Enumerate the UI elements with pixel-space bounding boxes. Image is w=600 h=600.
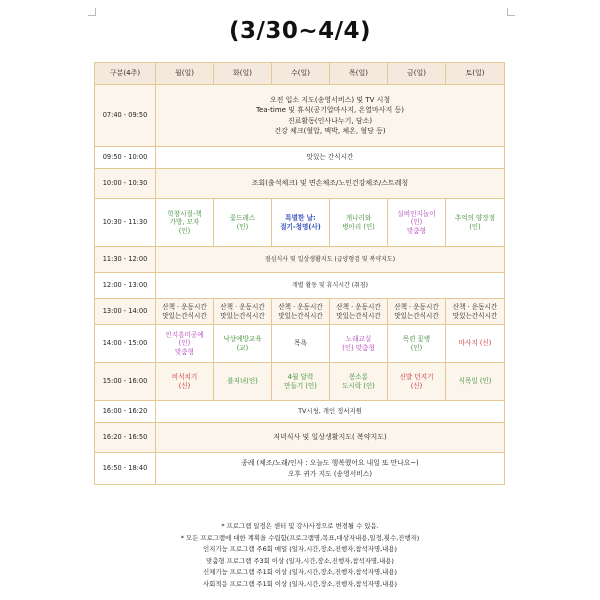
time-slot: 10:30 - 11:30 bbox=[95, 199, 156, 247]
exercise-label: 산책 · 운동시간 bbox=[162, 302, 207, 311]
note-line: * 프로그램 일정은 센터 및 강사사정으로 변경될 수 있음. bbox=[221, 522, 379, 530]
program-sat: 추억의 양장점 (인) bbox=[446, 199, 505, 247]
table-row bbox=[95, 423, 505, 453]
program-fri: 실버인지놀이 (인) 맞춤형 bbox=[388, 199, 446, 247]
time-slot: 11:30 - 12:00 bbox=[95, 247, 156, 273]
program-fri: 신발 던지기 (신) bbox=[388, 363, 446, 401]
header-category: 구분(4주) bbox=[95, 63, 156, 85]
program-sat: 마사지 (신) bbox=[446, 325, 505, 363]
time-slot: 10:00 - 10:30 bbox=[95, 169, 156, 199]
exercise-snack-sat bbox=[446, 299, 505, 325]
time-slot: 14:00 - 15:00 bbox=[95, 325, 156, 363]
program-mon: 비석치기 (신) bbox=[156, 363, 214, 401]
table-header-row bbox=[95, 63, 505, 85]
exercise-snack-wed bbox=[272, 299, 330, 325]
exercise-snack-mon bbox=[156, 299, 214, 325]
time-slot: 12:00 - 13:00 bbox=[95, 273, 156, 299]
exercise-label: 산책 · 운동시간 bbox=[394, 302, 439, 311]
morning-line: 건강 체크(혈압, 맥박, 체온, 혈당 등) bbox=[274, 126, 386, 135]
program-tue: 볼저녀(인) bbox=[214, 363, 272, 401]
row-activity: 개별 활동 및 휴식시간 (취침) bbox=[156, 273, 505, 299]
note-line: 인지기능 프로그램 주6회 매일 (일자,시간,장소,진행자,참석자명,내용) bbox=[202, 545, 397, 554]
exercise-snack-fri bbox=[388, 299, 446, 325]
program-thu: 노래교실 (인) 맞춤형 bbox=[330, 325, 388, 363]
exercise-snack-tue bbox=[214, 299, 272, 325]
time-slot: 16:20 - 16:50 bbox=[95, 423, 156, 453]
program-sat: 식목일 (인) bbox=[446, 363, 505, 401]
closing-line: 오후 귀가 지도 (송영서비스) bbox=[287, 469, 372, 478]
exercise-label: 산책 · 운동시간 bbox=[220, 302, 265, 311]
snack-label: 맛있는간식시간 bbox=[278, 311, 323, 320]
note-line: 맞춤형 프로그램 주3회 이상 (일자,시간,장소,진행자,참석자명,내용) bbox=[206, 556, 394, 565]
note-line: * 모든 프로그램에 대한 계획을 수립함(프로그램명,목표,대상자내용,일정,횟수,진행자) bbox=[180, 533, 420, 542]
table-row bbox=[95, 273, 505, 299]
header-sat: 토(일) bbox=[446, 63, 505, 85]
program-thu: 개나리와 병아리 (인) bbox=[330, 199, 388, 247]
row-activity: 맛있는 간식시간 bbox=[156, 147, 505, 169]
closing-activities bbox=[156, 453, 505, 485]
table-row bbox=[95, 169, 505, 199]
program-wed: 4월 달력 만들기 (인) bbox=[272, 363, 330, 401]
program-wed: 특별한 날: 절기-청명(사) bbox=[272, 199, 330, 247]
program-fri: 목련 꽃병 (인) bbox=[388, 325, 446, 363]
snack-label: 맛있는간식시간 bbox=[336, 311, 381, 320]
program-mon: 인지흥미공예 (인) 맞춤형 bbox=[156, 325, 214, 363]
program-tue: 낙상예방교육 (교) bbox=[214, 325, 272, 363]
page-title: (3/30~4/4) bbox=[228, 18, 372, 44]
table-row bbox=[95, 199, 505, 247]
table-row bbox=[95, 363, 505, 401]
snack-label: 맛있는간식시간 bbox=[162, 311, 207, 320]
note-line: 사회적응 프로그램 주1회 이상 (일자,시간,장소,진행자,참석자명,내용) bbox=[202, 579, 397, 588]
table-row bbox=[95, 147, 505, 169]
program-tue: 꽃드래스 (인) bbox=[214, 199, 272, 247]
program-notes bbox=[0, 521, 600, 591]
exercise-snack-thu bbox=[330, 299, 388, 325]
weekly-schedule-table bbox=[94, 62, 505, 485]
header-fri: 금(일) bbox=[388, 63, 446, 85]
morning-line: 오전 입소 지도(송영서비스) 및 TV 시청 bbox=[269, 96, 391, 105]
table-row bbox=[95, 401, 505, 423]
table-row bbox=[95, 247, 505, 273]
row-activity: TV시청, 개인 정서지원 bbox=[156, 401, 505, 423]
program-wed: 목욕 bbox=[272, 325, 330, 363]
program-mon: 학창시절-책 가방, 모자 (인) bbox=[156, 199, 214, 247]
row-activity: 저녁식사 및 일상생활지도( 복약지도) bbox=[156, 423, 505, 453]
morning-line: Tea-time 및 휴식(공기압마사지, 온열마사지 등) bbox=[255, 106, 405, 115]
program-thu: 봉소롱 도시락 (인) bbox=[330, 363, 388, 401]
table-row bbox=[95, 299, 505, 325]
row-activity: 조회(출석체크) 및 면손체조/노인건강체조/스트레칭 bbox=[156, 169, 505, 199]
snack-label: 맛있는간식시간 bbox=[220, 311, 265, 320]
snack-label: 맛있는간식시간 bbox=[452, 311, 498, 320]
page-corner-mark-left bbox=[88, 8, 96, 16]
time-slot: 13:00 - 14:00 bbox=[95, 299, 156, 325]
page-corner-mark-right bbox=[507, 8, 515, 16]
row-activity: 점심식사 및 일상생활지도 (급양형검 및 복약지도) bbox=[156, 247, 505, 273]
header-wed: 수(일) bbox=[272, 63, 330, 85]
header-mon: 월(일) bbox=[156, 63, 214, 85]
note-line: 신체기능 프로그램 주1회 이상 (일자,시간,장소,진행자,참석자명,내용) bbox=[202, 568, 397, 577]
table-row bbox=[95, 325, 505, 363]
exercise-label: 산책 · 운동시간 bbox=[336, 302, 381, 311]
exercise-label: 산책 · 운동시간 bbox=[278, 302, 323, 311]
morning-line: 진료활동(인사나누기, 담소) bbox=[287, 116, 373, 125]
table-row bbox=[95, 453, 505, 485]
time-slot: 15:00 - 16:00 bbox=[95, 363, 156, 401]
snack-label: 맛있는간식시간 bbox=[394, 311, 439, 320]
header-thu: 목(일) bbox=[330, 63, 388, 85]
time-slot: 07:40 - 09:50 bbox=[95, 85, 156, 147]
time-slot: 16:00 - 16:20 bbox=[95, 401, 156, 423]
exercise-label: 산책 · 운동시간 bbox=[452, 302, 498, 311]
morning-activities bbox=[156, 85, 505, 147]
closing-line: 종례 (체조/노래/인사 : 오늘도 행복했어요 내일 또 만나요~) bbox=[241, 458, 419, 467]
time-slot: 16:50 - 18:40 bbox=[95, 453, 156, 485]
table-row bbox=[95, 85, 505, 147]
header-tue: 화(일) bbox=[214, 63, 272, 85]
time-slot: 09:50 - 10:00 bbox=[95, 147, 156, 169]
